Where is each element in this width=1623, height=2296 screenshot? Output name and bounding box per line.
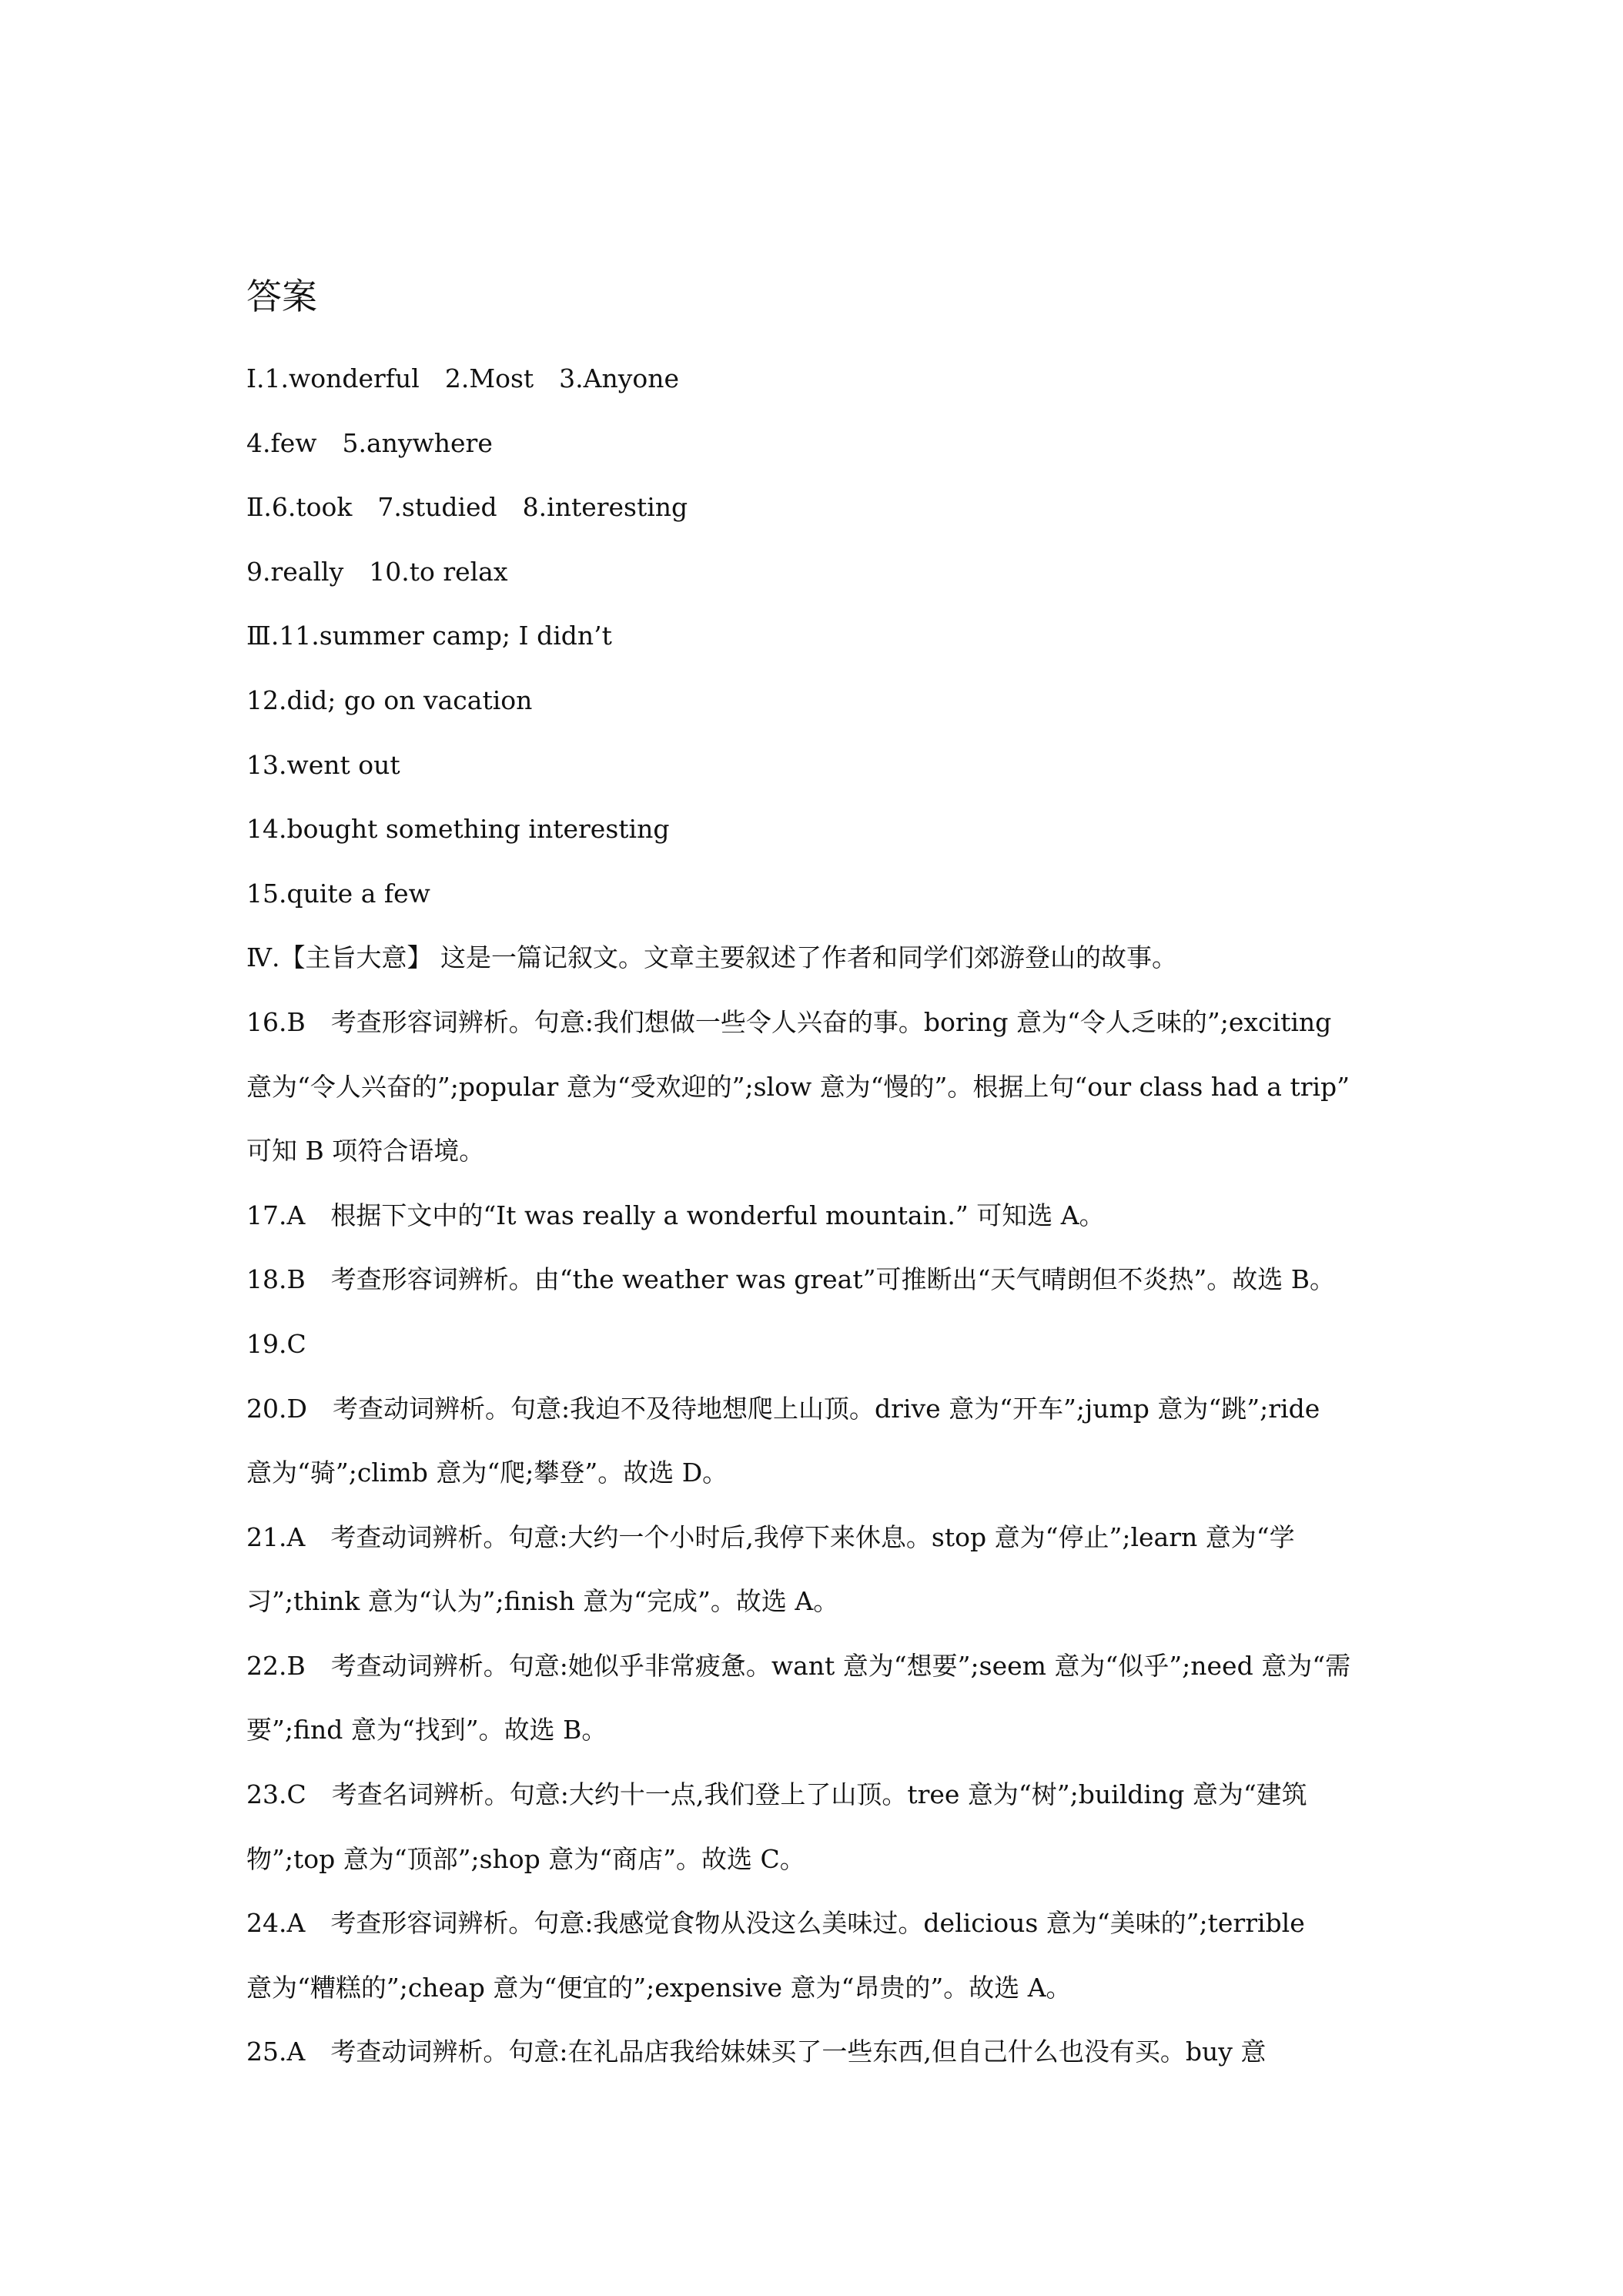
answer-line: 19.C (246, 1328, 306, 1359)
answer-line: 4.few 5.anywhere (246, 427, 493, 458)
answer-line: 21.A 考查动词辨析。句意:大约一个小时后,我停下来休息。stop 意为“停止”;learn 意为“学 (246, 1521, 1295, 1552)
answer-line: Ⅳ.【主旨大意】 这是一篇记叙文。文章主要叙述了作者和同学们郊游登山的故事。 (246, 942, 1177, 973)
answer-line: 24.A 考查形容词辨析。句意:我感觉食物从没这么美味过。delicious 意为“美味的”;terrible (246, 1908, 1305, 1939)
answer-line: Ⅱ.6.took 7.studied 8.interesting (246, 492, 688, 523)
answer-line: 13.went out (246, 749, 400, 780)
page-title: 答案 (246, 276, 317, 317)
answer-line: 16.B 考查形容词辨析。句意:我们想做一些令人兴奋的事。boring 意为“令人乏味的”;exciting (246, 1006, 1332, 1037)
answer-line: 意为“骑”;climb 意为“爬;攀登”。故选 D。 (246, 1458, 728, 1488)
answer-line: 要”;find 意为“找到”。故选 B。 (246, 1715, 607, 1745)
answer-line: 23.C 考查名词辨析。句意:大约十一点,我们登上了山顶。tree 意为“树”;building 意为“建筑 (246, 1779, 1307, 1810)
answer-line: 17.A 根据下文中的“It was really a wonderful mountain.” 可知选 A。 (246, 1200, 1105, 1230)
answer-line: Ⅰ.1.wonderful 2.Most 3.Anyone (246, 363, 680, 393)
answer-line: 习”;think 意为“认为”;finish 意为“完成”。故选 A。 (246, 1586, 839, 1617)
answer-line: 14.bought something interesting (246, 814, 670, 845)
answer-line: 可知 B 项符合语境。 (246, 1136, 485, 1166)
answer-line: 22.B 考查动词辨析。句意:她似乎非常疲惫。want 意为“想要”;seem 意为“似乎”;need 意为“需 (246, 1650, 1351, 1681)
answer-line: 12.did; go on vacation (246, 684, 533, 715)
answer-line: Ⅲ.11.summer camp; I didn’t (246, 621, 612, 651)
answer-line: 物”;top 意为“顶部”;shop 意为“商店”。故选 C。 (246, 1843, 805, 1874)
answer-line: 25.A 考查动词辨析。句意:在礼品店我给妹妹买了一些东西,但自己什么也没有买。buy 意 (246, 2037, 1267, 2067)
answer-line: 9.really 10.to relax (246, 556, 508, 587)
answer-line: 20.D 考查动词辨析。句意:我迫不及待地想爬上山顶。drive 意为“开车”;jump 意为“跳”;ride (246, 1393, 1320, 1424)
answer-line: 18.B 考查形容词辨析。由“the weather was great”可推断出“天气晴朗但不炎热”。故选 B。 (246, 1264, 1335, 1295)
answer-line: 15.quite a few (246, 878, 430, 909)
answer-line: 意为“糟糕的”;cheap 意为“便宜的”;expensive 意为“昂贵的”。故选 A。 (246, 1972, 1072, 2003)
answer-text-block (246, 359, 1384, 2097)
answer-line: 意为“令人兴奋的”;popular 意为“受欢迎的”;slow 意为“慢的”。根据上句“our class had a trip” (246, 1071, 1350, 1102)
